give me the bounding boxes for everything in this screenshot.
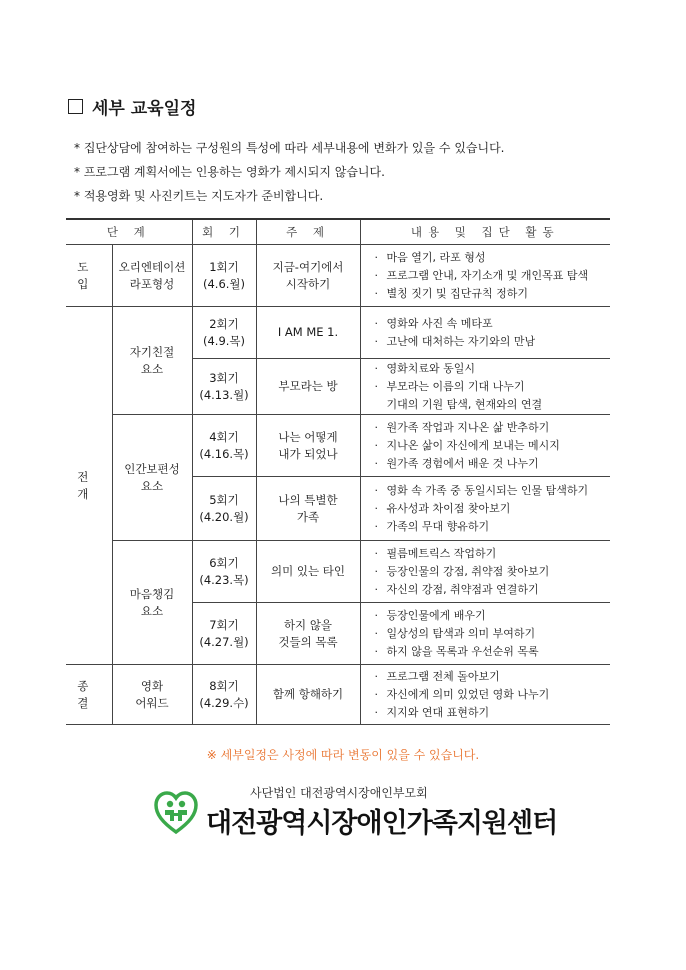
list-item: · 하지 않을 목록과 우선순위 목록	[374, 644, 539, 658]
list-item: · 가족의 무대 향유하기	[374, 519, 490, 533]
session-cell: 6회기 (4.23.목)	[192, 541, 256, 603]
list-item: · 영화치료와 동일시	[374, 361, 476, 375]
list-item: · 프로그램 안내, 자기소개 및 개인목표 탐색	[374, 268, 589, 282]
component-mind: 마음챙김 요소	[112, 541, 192, 665]
session-cell: 7회기 (4.27.월)	[192, 603, 256, 665]
family-logo-icon	[152, 788, 200, 836]
organization-block	[152, 784, 557, 840]
list-item: · 자신의 강점, 취약점과 연결하기	[374, 582, 539, 596]
session-cell: 1회기 (4.6.월)	[192, 245, 256, 307]
content-cell	[360, 415, 610, 477]
list-item: · 필름메트릭스 작업하기	[374, 546, 497, 560]
content-cell	[360, 359, 610, 415]
list-item: · 원가족 작업과 지나온 삶 반추하기	[374, 420, 550, 434]
list-item: · 영화와 사진 속 메타포	[374, 316, 493, 330]
topic-cell: 나는 어떻게 내가 되었나	[256, 415, 360, 477]
table-header-row	[66, 219, 610, 245]
component-award: 영화 어워드	[112, 665, 192, 725]
list-item: · 프로그램 전체 돌아보기	[374, 669, 500, 683]
organization-name: 대전광역시장애인가족지원센터	[206, 808, 558, 839]
topic-cell: 함께 항해하기	[256, 665, 360, 725]
table-row	[66, 415, 610, 477]
list-item: · 부모라는 이름의 기대 나누기	[374, 379, 525, 393]
list-item: · 일상성의 탐색과 의미 부여하기	[374, 626, 536, 640]
list-item: · 마음 열기, 라포 형성	[374, 250, 486, 264]
header-session: 회 기	[192, 219, 256, 245]
list-item: · 등장인물에게 배우기	[374, 608, 486, 622]
stage-dev: 전 개	[66, 307, 112, 665]
list-item: · 영화 속 가족 중 동일시되는 인물 탐색하기	[374, 483, 589, 497]
topic-cell: 의미 있는 타인	[256, 541, 360, 603]
checkbox-icon	[68, 99, 83, 114]
header-content: 내용 및 집단 활동	[360, 219, 610, 245]
list-item: · 등장인물의 강점, 취약점 찾아보기	[374, 564, 550, 578]
topic-cell: 부모라는 방	[256, 359, 360, 415]
session-cell: 8회기 (4.29.수)	[192, 665, 256, 725]
list-item: · 별칭 짓기 및 집단규칙 정하기	[374, 286, 528, 300]
topic-cell: 지금-여기에서 시작하기	[256, 245, 360, 307]
session-cell: 4회기 (4.16.목)	[192, 415, 256, 477]
notes-list	[74, 136, 505, 208]
header-topic: 주 제	[256, 219, 360, 245]
list-item: · 원가족 경험에서 배운 것 나누기	[374, 456, 539, 470]
list-item: · 유사성과 차이점 찾아보기	[374, 501, 511, 515]
list-item: 기대의 기원 탐색, 현재와의 연결	[386, 397, 543, 411]
section-title-text: 세부 교육일정	[92, 99, 197, 119]
organization-parent: 사단법인 대전광역시장애인부모회	[250, 786, 428, 800]
topic-cell: I AM ME 1.	[256, 307, 360, 359]
schedule-table	[66, 218, 610, 725]
table-row	[66, 541, 610, 603]
note-item: * 적용영화 및 사진키트는 지도자가 준비합니다.	[74, 189, 324, 203]
topic-cell: 하지 않을 것들의 목록	[256, 603, 360, 665]
list-item: · 자신에게 의미 있었던 영화 나누기	[374, 687, 550, 701]
table-row	[66, 245, 610, 307]
topic-cell: 나의 특별한 가족	[256, 477, 360, 541]
list-item: · 지나온 삶이 자신에게 보내는 메시지	[374, 438, 560, 452]
content-cell	[360, 541, 610, 603]
content-cell	[360, 477, 610, 541]
content-cell	[360, 665, 610, 725]
header-stage: 단 계	[66, 219, 192, 245]
list-item: · 고난에 대처하는 자기와의 만남	[374, 334, 536, 348]
component-orientation: 오리엔테이션 라포형성	[112, 245, 192, 307]
content-cell	[360, 603, 610, 665]
content-cell	[360, 245, 610, 307]
note-item: * 집단상담에 참여하는 구성원의 특성에 따라 세부내용에 변화가 있을 수 있습니다.	[74, 141, 505, 155]
stage-intro: 도 입	[66, 245, 112, 307]
table-row	[66, 665, 610, 725]
component-self: 자기친절 요소	[112, 307, 192, 415]
table-row	[66, 307, 610, 359]
content-cell	[360, 307, 610, 359]
note-item: * 프로그램 계획서에는 인용하는 영화가 제시되지 않습니다.	[74, 165, 385, 179]
footer-note: ※ 세부일정은 사정에 따라 변동이 있을 수 있습니다.	[206, 748, 480, 762]
component-human: 인간보편성 요소	[112, 415, 192, 541]
session-cell: 5회기 (4.20.월)	[192, 477, 256, 541]
section-title	[68, 94, 196, 119]
stage-end: 종 결	[66, 665, 112, 725]
session-cell: 3회기 (4.13.월)	[192, 359, 256, 415]
list-item: · 지지와 연대 표현하기	[374, 705, 490, 719]
session-cell: 2회기 (4.9.목)	[192, 307, 256, 359]
